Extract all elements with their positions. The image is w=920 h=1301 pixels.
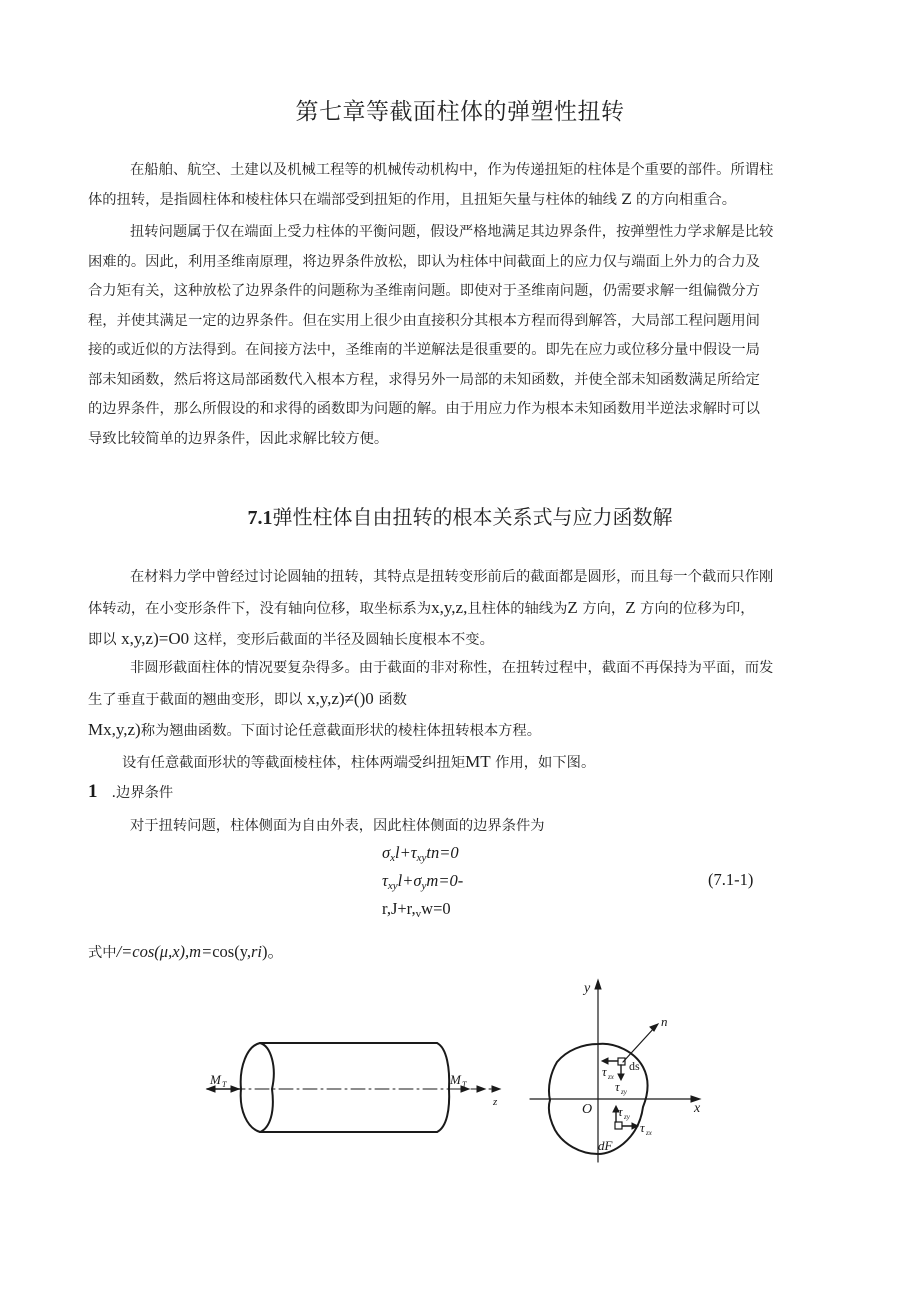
section-heading-7-1 (0, 501, 920, 530)
text-line: 在材料力学中曾经过讨论圆轴的扭转，其特点是扭转变形前后的截面都是圆形，而且每一个截而只作刚 (130, 569, 774, 585)
where-line: 式中/=cos(μ,x),m=cos(y,ri)。 (88, 942, 285, 961)
chapter-title: 第七章等截面柱体的弹塑性扭转 (295, 99, 625, 125)
section-paragraph-2 (88, 654, 833, 747)
svg-text:T: T (222, 1080, 227, 1089)
svg-text:τ: τ (602, 1064, 607, 1079)
section-paragraph-3: 设有任意截面形状的等截面棱柱体，柱体两端受纠扭矩MT 作用，如下图。 (122, 752, 596, 771)
text-line: 非圆形截面柱体的情况要复杂得多。由于截面的非对称性，在扭转过程中，截面不再保持为平面，而发 (130, 660, 774, 676)
text-line: 困难的。因此，利用圣维南原理，将边界条件放松，即认为柱体中间截面上的应力仅与端面上外力的合力及 (88, 253, 760, 270)
svg-text:ds: ds (629, 1059, 640, 1073)
text-line: 扭转问题属于仅在端面上受力柱体的平衡问题，假设严格地满足其边界条件，按弹塑性力学求解是比较 (130, 224, 774, 240)
equation-line-1: $\sigma_xl+\tau_{xy}tn=0$ (382, 843, 459, 864)
text-line: 的边界条件，那么所假设的和求得的函数即为问题的解。由于用应力作为根本未知函数用半逆法求解时可以 (88, 401, 760, 417)
text-line: 体转动，在小变形条件下，没有轴向位移，取坐标系为x,y,z,且柱体的轴线为Z 方向，Z 方向的位移为印， (88, 597, 755, 617)
text-line: 合力矩有关，这种放松了边界条件的问题称为圣维南问题。即使对于圣维南问题，仍需要求解一组偏微分方 (88, 283, 760, 299)
section-heading-text: 弹性柱体自由扭转的根本关系式与应力函数解 (272, 505, 673, 529)
text-line: 生了垂直于截面的翘曲变形，即以 x,y,z)≠()0 函数 (88, 688, 407, 708)
svg-text:zx: zx (646, 1129, 652, 1137)
svg-text:τ: τ (640, 1120, 645, 1135)
text-line: Mx,y,z)称为翘曲函数。下面讨论任意截面形状的棱柱体扭转根本方程。 (88, 720, 542, 739)
subsection-number: 1 (88, 781, 98, 802)
text-line: 在船舶、航空、土建以及机械工程等的机械传动机构中，作为传递扭矩的柱体是个重要的部件。所谓柱 (130, 162, 774, 178)
text-line: 体的扭转，是指圆柱体和棱柱体只在端部受到扭矩的作用，且扭矩矢量与柱体的轴线 Z 的方向相重合。 (88, 191, 737, 208)
svg-text:y: y (584, 981, 591, 996)
subsection-intro: 对于扭转问题，柱体侧面为自由外表，因此柱体侧面的边界条件为 (130, 818, 545, 834)
svg-text:τ: τ (618, 1104, 623, 1119)
torsion-figure (195, 972, 725, 1172)
svg-text:dF: dF (598, 1138, 613, 1153)
intro-paragraph-2 (88, 218, 833, 454)
svg-text:M: M (210, 1072, 221, 1087)
text-line: 即以 x,y,z)=O0 这样，变形后截面的半径及圆轴长度根本不变。 (88, 629, 494, 648)
svg-text:n: n (661, 1014, 668, 1029)
torsion-diagram-icon (195, 972, 725, 1172)
svg-text:O: O (582, 1102, 593, 1117)
svg-text:z: z (493, 1096, 498, 1108)
text-line: 接的或近似的方法得到。在间接方法中，圣维南的半逆解法是很重要的。即先在应力或位移分量中假设一局 (88, 342, 760, 358)
text-line: 程，并使其满足一定的边界条件。但在实用上很少由直接积分其根本方程而得到解答，大局部工程问题用间 (88, 312, 760, 329)
svg-text:T: T (462, 1080, 467, 1089)
subsection-heading-text: .边界条件 (111, 785, 174, 801)
equation-line-2: $\tau_{xy}l+\sigma_ym=0-$ (382, 871, 464, 892)
svg-text:M: M (450, 1072, 461, 1087)
subsection-heading-1 (88, 781, 173, 803)
equation-line-3: $r,J+r,_vw=0$ (382, 899, 451, 920)
text-line: 部未知函数，然后将这局部函数代入根本方程，求得另外一局部的未知函数，并使全部未知函数满足所给定 (88, 371, 760, 388)
svg-text:x: x (694, 1101, 701, 1116)
svg-text:zy: zy (624, 1113, 630, 1121)
svg-text:τ: τ (615, 1079, 620, 1094)
section-number: 7.1 (247, 507, 273, 529)
text-line: 导致比较简单的边界条件，因此求解比较方便。 (88, 430, 389, 447)
svg-text:zy: zy (621, 1088, 627, 1096)
section-paragraph-1 (88, 563, 833, 656)
svg-text:zx: zx (608, 1073, 614, 1081)
intro-paragraph-1 (88, 156, 833, 215)
equation-number: (7.1-1) (708, 870, 754, 889)
